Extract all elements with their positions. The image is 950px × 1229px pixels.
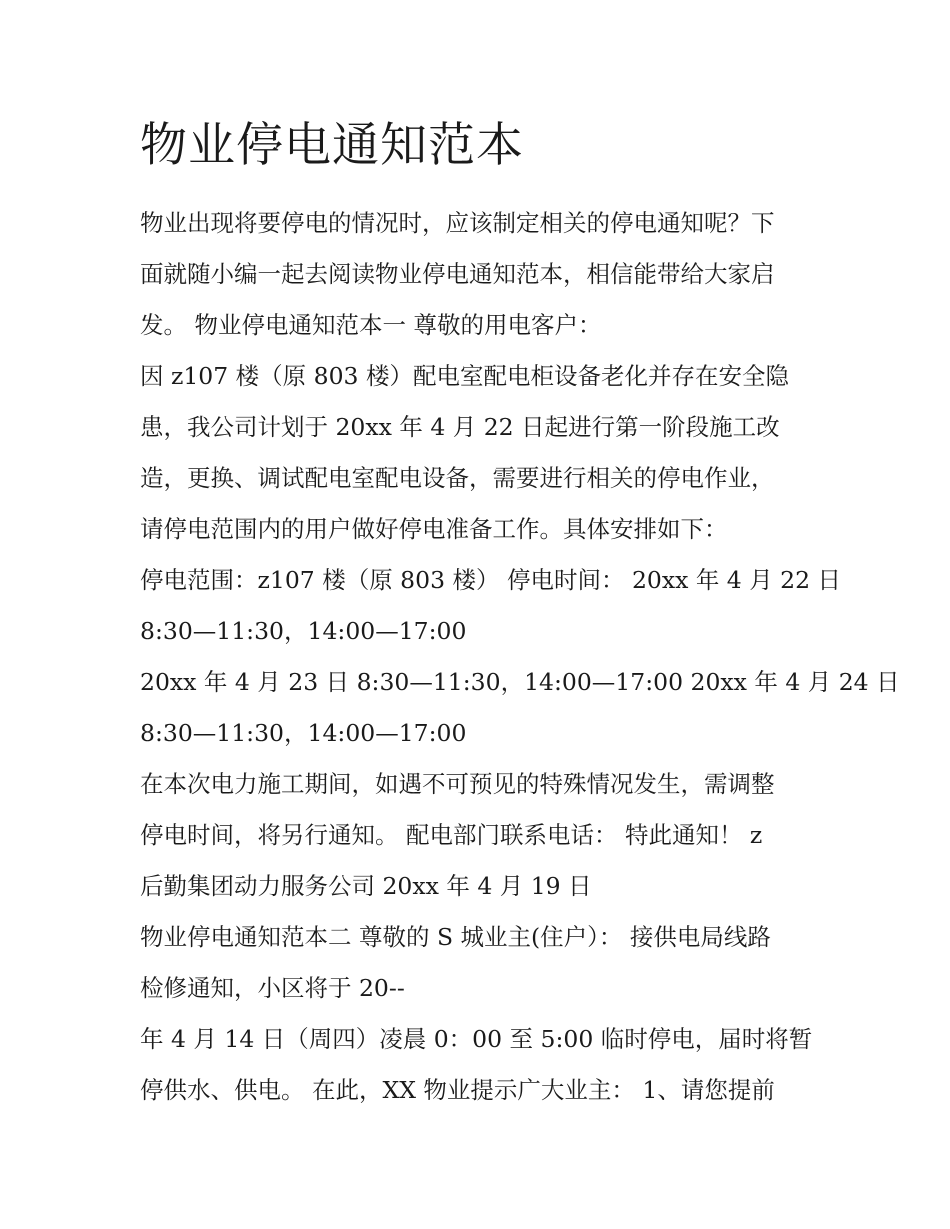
text-line: 物业出现将要停电的情况时，应该制定相关的停电通知呢？下	[140, 209, 775, 237]
text-line: 在本次电力施工期间，如遇不可预见的特殊情况发生，需调整	[140, 770, 775, 798]
document-title: 物业停电通知范本	[140, 118, 524, 173]
text-line: 20xx 年 4 月 23 日 8:30—11:30，14:00—17:00 20xx 年 4 月 24 日	[140, 668, 900, 696]
text-line: 造，更换、调试配电室配电设备，需要进行相关的停电作业，	[140, 464, 775, 492]
document-body	[140, 198, 900, 1116]
text-line: 发。 物业停电通知范本一 尊敬的用电客户：	[140, 311, 602, 339]
text-line: 因 z107 楼（原 803 楼）配电室配电柜设备老化并存在安全隐	[140, 362, 789, 390]
text-line: 8:30—11:30，14:00—17:00	[140, 617, 467, 645]
text-line: 患，我公司计划于 20xx 年 4 月 22 日起进行第一阶段施工改	[140, 413, 780, 441]
text-line: 物业停电通知范本二 尊敬的 S 城业主(住户）： 接供电局线路	[140, 923, 771, 951]
text-line: 年 4 月 14 日（周四）凌晨 0：00 至 5:00 临时停电，届时将暂	[140, 1025, 813, 1053]
text-line: 请停电范围内的用户做好停电准备工作。具体安排如下：	[140, 515, 728, 543]
text-line: 停电时间，将另行通知。 配电部门联系电话： 特此通知！ z	[140, 821, 763, 849]
text-line: 停电范围：z107 楼（原 803 楼） 停电时间： 20xx 年 4 月 22 日	[140, 566, 842, 594]
text-line: 8:30—11:30，14:00—17:00	[140, 719, 467, 747]
text-line: 后勤集团动力服务公司 20xx 年 4 月 19 日	[140, 872, 592, 900]
text-line: 检修通知，小区将于 20--	[140, 974, 405, 1002]
text-line: 停供水、供电。 在此，XX 物业提示广大业主： 1、请您提前	[140, 1076, 775, 1104]
text-line: 面就随小编一起去阅读物业停电通知范本，相信能带给大家启	[140, 260, 775, 288]
